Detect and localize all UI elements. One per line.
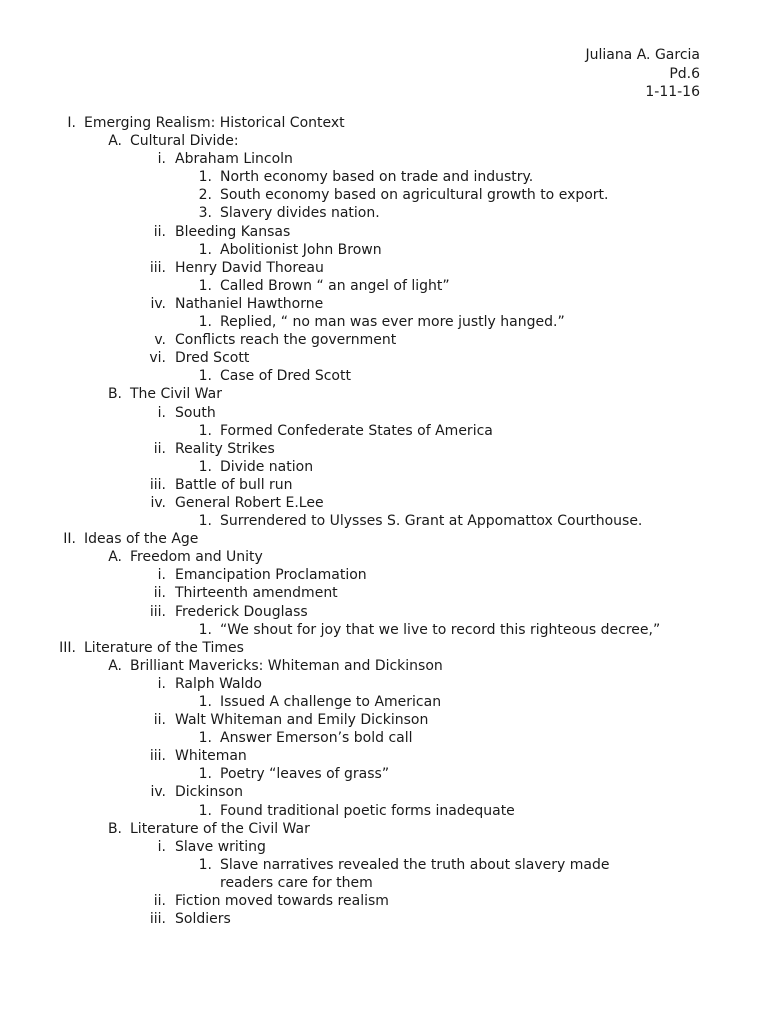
outline-item-text: Poetry “leaves of grass” bbox=[220, 766, 390, 783]
outline-item-level-4 bbox=[0, 313, 768, 331]
outline-item-level-3 bbox=[0, 150, 768, 168]
outline-item-number: iii. bbox=[149, 911, 166, 928]
outline-item-number: i. bbox=[157, 675, 166, 692]
outline-item-level-3 bbox=[0, 440, 768, 458]
outline-item-level-4 bbox=[0, 765, 768, 783]
outline-item-text: The Civil War bbox=[130, 386, 222, 403]
outline-item-text: Battle of bull run bbox=[175, 476, 293, 493]
outline-item-level-2 bbox=[0, 820, 768, 838]
outline-item-level-3 bbox=[0, 711, 768, 729]
student-name: Juliana A. Garcia bbox=[585, 47, 700, 63]
outline-item-number: 1. bbox=[198, 422, 212, 439]
outline-item-number: i. bbox=[157, 151, 166, 168]
outline-item-text: Literature of the Civil War bbox=[130, 820, 310, 837]
outline-item-level-3 bbox=[0, 476, 768, 494]
outline-item-level-3 bbox=[0, 331, 768, 349]
outline-item-number: 3. bbox=[198, 205, 212, 222]
outline-item-number: vi. bbox=[149, 350, 166, 367]
outline-item-level-3 bbox=[0, 747, 768, 765]
outline-item-number: i. bbox=[157, 404, 166, 421]
outline-item-level-3 bbox=[0, 259, 768, 277]
class-period: Pd.6 bbox=[669, 65, 700, 82]
outline-item-text: Henry David Thoreau bbox=[175, 259, 324, 276]
outline-item-number: III. bbox=[59, 639, 76, 656]
outline-item-level-4 bbox=[0, 874, 768, 892]
outline-item-number: 1. bbox=[198, 694, 212, 710]
outline-item-text: Called Brown “ an angel of light” bbox=[220, 277, 450, 294]
outline-item-text: Replied, “ no man was ever more justly hanged.” bbox=[220, 314, 565, 331]
outline-item-number: ii. bbox=[153, 223, 166, 240]
outline-item-text: Bleeding Kansas bbox=[175, 223, 291, 240]
outline-item-text: Brilliant Mavericks: Whiteman and Dickinson bbox=[130, 657, 443, 674]
outline-item-number: A. bbox=[108, 133, 122, 150]
outline-item-number: iii. bbox=[149, 603, 166, 620]
outline-item-number: ii. bbox=[153, 893, 166, 910]
document-header bbox=[585, 46, 700, 102]
outline-item-number: 1. bbox=[198, 241, 212, 258]
outline-item-level-2 bbox=[0, 132, 768, 150]
outline-item-text: Whiteman bbox=[175, 748, 247, 765]
outline-item-text: Found traditional poetic forms inadequate bbox=[220, 802, 515, 819]
outline-item-number: 1. bbox=[198, 277, 212, 294]
outline-item-text: Freedom and Unity bbox=[130, 549, 263, 566]
outline-item-level-3 bbox=[0, 494, 768, 512]
outline-item-text: General Robert E.Lee bbox=[175, 494, 324, 511]
outline-item-text: Thirteenth amendment bbox=[175, 585, 338, 602]
outline-item-number: iv. bbox=[150, 295, 166, 312]
outline-item-level-1 bbox=[0, 639, 768, 657]
outline-item-number: iv. bbox=[150, 784, 166, 801]
outline-item-text: Abolitionist John Brown bbox=[220, 241, 382, 258]
document-date: 1-11-16 bbox=[645, 84, 700, 100]
outline-item-number: 1. bbox=[198, 513, 212, 530]
outline-item-text: Literature of the Times bbox=[84, 639, 244, 656]
outline-item-level-4 bbox=[0, 204, 768, 222]
outline-item-text: South economy based on agricultural growth to export. bbox=[220, 187, 609, 204]
outline-item-level-1 bbox=[0, 530, 768, 548]
outline-item-text: Soldiers bbox=[175, 911, 231, 928]
outline-item-level-3 bbox=[0, 223, 768, 241]
outline-item-level-3 bbox=[0, 838, 768, 856]
outline-item-text: Walt Whiteman and Emily Dickinson bbox=[175, 712, 429, 729]
outline-item-number: 1. bbox=[198, 621, 212, 638]
outline-item-number: 2. bbox=[198, 187, 212, 204]
outline-item-level-4 bbox=[0, 856, 768, 874]
outline-item-number: 1. bbox=[198, 458, 212, 475]
outline-item-text: Dickinson bbox=[175, 784, 243, 801]
outline-item-number: iii. bbox=[149, 476, 166, 493]
outline-item-text: Ralph Waldo bbox=[175, 675, 262, 692]
outline-item-number: ii. bbox=[153, 585, 166, 602]
outline-item-text: “We shout for joy that we live to record this righteous decree,” bbox=[220, 621, 661, 638]
outline-item-text: Slavery divides nation. bbox=[220, 205, 380, 222]
outline-item-number: 1. bbox=[198, 856, 212, 873]
outline-item-text: Surrendered to Ulysses S. Grant at Appomattox Courthouse. bbox=[220, 513, 643, 530]
outline-item-text: Case of Dred Scott bbox=[220, 368, 351, 385]
outline-item-text: Nathaniel Hawthorne bbox=[175, 295, 324, 312]
outline-item-level-3 bbox=[0, 675, 768, 693]
outline-item-number: I. bbox=[67, 115, 76, 131]
outline-item-text: Slave writing bbox=[175, 838, 266, 855]
outline-item-text: Fiction moved towards realism bbox=[175, 893, 389, 910]
outline-item-level-4 bbox=[0, 458, 768, 476]
outline-item-number: B. bbox=[107, 386, 122, 403]
outline-item-level-4 bbox=[0, 186, 768, 204]
outline-item-text: Emerging Realism: Historical Context bbox=[84, 115, 345, 131]
outline-item-text: Answer Emerson’s bold call bbox=[220, 730, 413, 747]
outline-item-level-4 bbox=[0, 802, 768, 820]
outline-item-number: 1. bbox=[198, 368, 212, 385]
outline-item-number: v. bbox=[154, 332, 166, 349]
outline-item-number: 1. bbox=[198, 314, 212, 331]
outline-item-level-3 bbox=[0, 566, 768, 584]
outline-item-number: A. bbox=[108, 657, 122, 674]
outline-item-level-2 bbox=[0, 385, 768, 403]
outline-item-number: 1. bbox=[198, 730, 212, 747]
outline-item-number: A. bbox=[108, 549, 122, 566]
outline-item-number: 1. bbox=[198, 766, 212, 783]
outline-item-number: 1. bbox=[198, 802, 212, 819]
outline-item-number: II. bbox=[63, 531, 76, 548]
outline-item-level-4 bbox=[0, 422, 768, 440]
outline-item-text: Reality Strikes bbox=[175, 440, 275, 457]
outline-item-number: iii. bbox=[149, 748, 166, 765]
outline-item-text: Divide nation bbox=[220, 458, 314, 475]
outline-item-text: Issued A challenge to American bbox=[220, 694, 442, 710]
outline-item-level-4 bbox=[0, 241, 768, 259]
outline-item-text: Slave narratives revealed the truth about slavery made bbox=[220, 856, 610, 873]
outline-item-number: i. bbox=[157, 838, 166, 855]
outline-item-level-3 bbox=[0, 603, 768, 621]
outline-item-number: ii. bbox=[153, 440, 166, 457]
outline-item-level-3 bbox=[0, 584, 768, 602]
outline-item-text: Cultural Divide: bbox=[130, 133, 239, 150]
outline-item-number: i. bbox=[157, 567, 166, 584]
outline-item-level-4 bbox=[0, 512, 768, 530]
outline-item-text: Ideas of the Age bbox=[84, 531, 199, 548]
outline-item-text: Dred Scott bbox=[175, 350, 250, 367]
outline-item-level-2 bbox=[0, 548, 768, 566]
outline-item-level-1 bbox=[0, 114, 768, 132]
outline-item-text: readers care for them bbox=[220, 874, 373, 891]
outline-item-level-4 bbox=[0, 367, 768, 385]
outline-item-text: Conflicts reach the government bbox=[175, 332, 397, 349]
outline-item-number: B. bbox=[107, 820, 122, 837]
outline-item-level-3 bbox=[0, 349, 768, 367]
outline-item-text: South bbox=[175, 404, 216, 421]
outline-item-level-4 bbox=[0, 693, 768, 711]
outline-item-level-3 bbox=[0, 910, 768, 928]
outline-item-level-3 bbox=[0, 404, 768, 422]
outline-list bbox=[0, 114, 768, 928]
outline-item-number: 1. bbox=[198, 169, 212, 186]
outline-item-text: Emancipation Proclamation bbox=[175, 567, 367, 584]
outline-item-level-4 bbox=[0, 168, 768, 186]
outline-item-level-4 bbox=[0, 277, 768, 295]
outline-item-level-3 bbox=[0, 295, 768, 313]
outline-item-number: ii. bbox=[153, 712, 166, 729]
outline-item-number: iii. bbox=[149, 259, 166, 276]
outline-item-level-3 bbox=[0, 892, 768, 910]
outline-item-text: Abraham Lincoln bbox=[175, 151, 293, 168]
outline-item-level-4 bbox=[0, 621, 768, 639]
outline-item-level-4 bbox=[0, 729, 768, 747]
outline-item-text: Formed Confederate States of America bbox=[220, 422, 493, 439]
outline-item-number: iv. bbox=[150, 494, 166, 511]
outline-item-text: Frederick Douglass bbox=[175, 603, 308, 620]
outline-item-level-3 bbox=[0, 783, 768, 801]
outline-item-text: North economy based on trade and industry. bbox=[220, 169, 534, 186]
outline-item-level-2 bbox=[0, 657, 768, 675]
